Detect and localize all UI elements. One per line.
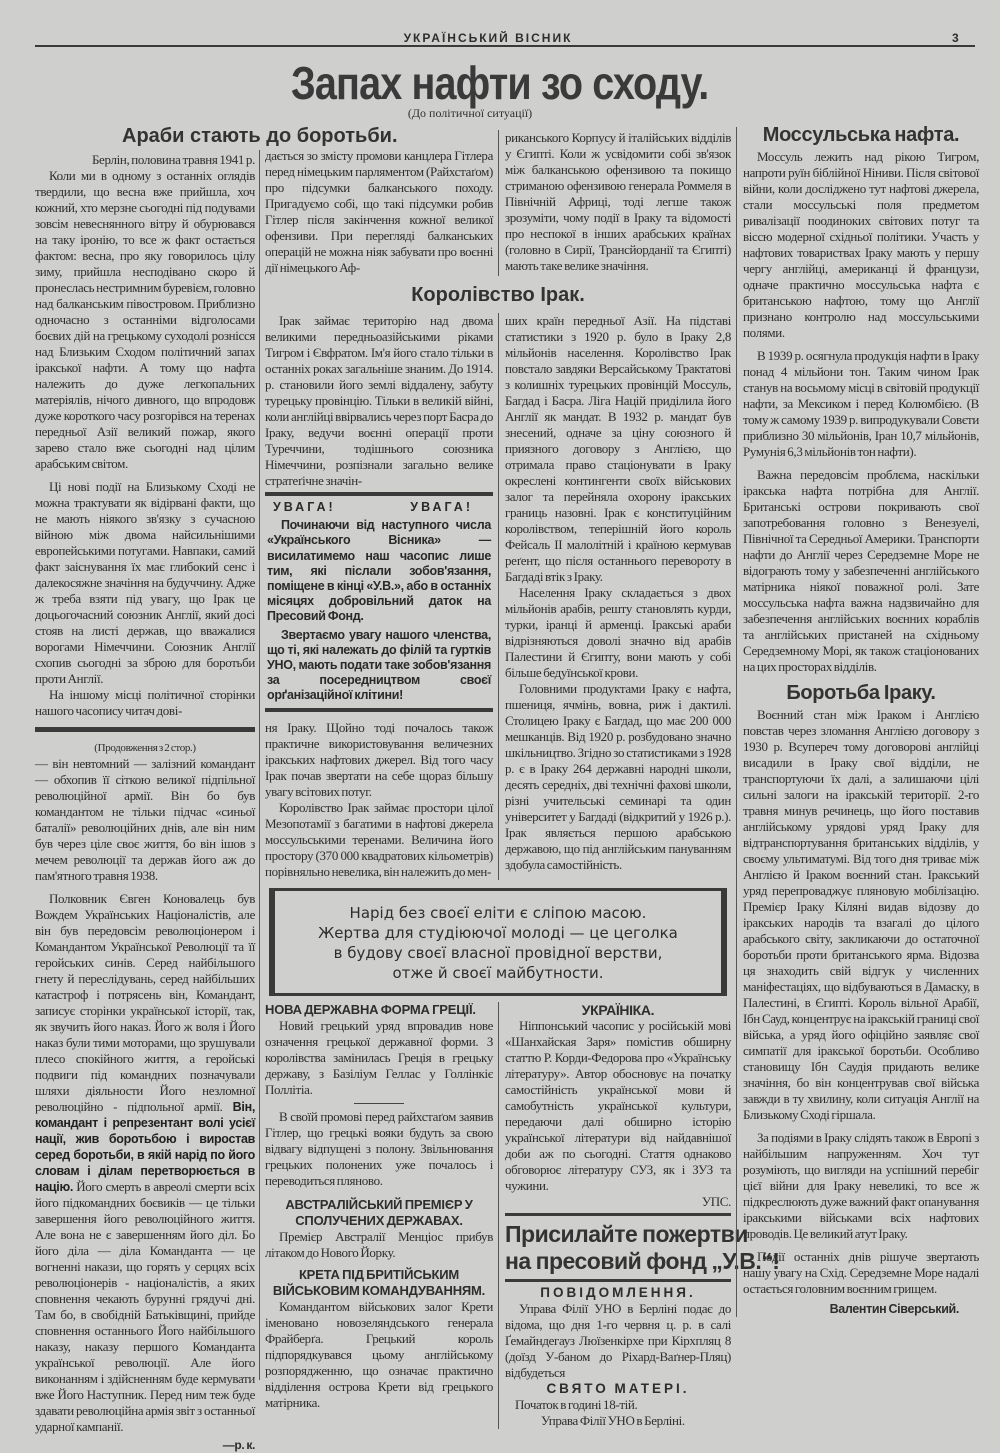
section-rule (35, 727, 255, 732)
notice-paragraph: Починаючи від наступного числа «Українського Вісника» — висилатимемо наш часопис лише тим, які післали зобов'язання, поміщене в кінці «У.В.», або в останніх місяцях добровільний даток на Пресовий Фонд. (267, 518, 491, 624)
quote-box (269, 888, 727, 996)
paragraph: Командантом військових залог Крети іменовано новозеляндського генерала Фрайберґа. Грецький король підпорядкувався цьому англійському розпорядженню, що означає практично відділення острова Крети від грецького матірника. (265, 1298, 493, 1410)
arabs-column-2 (265, 130, 493, 276)
paragraph: Події останніх днів рішуче звертають нашу увагу на Схід. Середземне Море надалі остається головним воєнним грищем. (743, 1249, 979, 1296)
section-rule (505, 1279, 731, 1282)
paragraph: ших країн передньої Азії. На підставі статистики з 1920 р. було в Іраку 2,8 мільйонів населення. Королівство Ірак повстало завдяки Версайському Трактатові з колишніх турецьких провінцій Моссуль, Багдад і Басра. Ліга Націй приділила його Англії як мандат. В 1932 р. мандат був знесений, одначе за ціну союзного й приязного договору з Англією, що отримала право стаціонувати в Іраку окреслені контингенти своїх військових залог та перейняла охорону іракських границь назовні. Ірак є конституційним королівством, теперішній його король Фейсаль II малолітній і країною кермував реґент, що після останнього перевороту в Багдаді втік з Іраку. (505, 313, 731, 584)
bottom-row (265, 1001, 780, 1429)
iraq-kingdom-row (265, 313, 731, 880)
paragraph: дається зо змісту промови канцлера Гітлера перед німецьким парляментом (Райхстаґом) про підсумки балканського походу. Пригадуємо собі, що такі підсумки робив Гітлер після закінчення кожної великої офензиви. При перегляді балканських операцій не можна ніяк забувати про воєнні дії німецького Аф- (265, 148, 493, 275)
paragraph: Королівство Ірак займає простори цілої Мезопотамії з багатими в нафтові джерела моссульськими теренами. Величина його простору (370 000 квадратових кільометрів) порівняльно невелика, він належить до мен- (265, 799, 493, 879)
paragraph: Ірак займає територію над двома великими передньоазійськими ріками Тигром і Євфратом. Ім'я його стало тільки в останніх роках загальніше знаним. До 1914. р. становили його землі віддалену, забуту турецьку провінцію. Тільки в великій війні, коли англійці ввірвались через порт Басра до Іраку, ведучи воєнні операції проти Туреччини, тодішнього союзника Німеччини, розпізнали загально велике стратеґічне значін- (265, 313, 493, 488)
column-divider (259, 150, 260, 1380)
paragraph: В 1939 р. осягнула продукція нафти в Іраку понад 4 мільйони тон. Таким чином Ірак станув на восьмому місці в світовій продукції нафти, за Мексиком і перед Колюмбією. (В тому ж самому 1939 р. випродукували Совєти приблизно 30 мільйонів, Іран 10,7 мільйонів, Румунія 6,3 мільйонів тон нафти). (743, 348, 979, 459)
appeal-line: на пресовий фонд „У.В.“! (505, 1247, 780, 1274)
notice-label-left: УВАГА! (273, 500, 336, 514)
continued-note: (Продовження з 2 стор.) (94, 742, 196, 754)
quote-line: в будову своєї власної провідної верстви, (333, 943, 663, 962)
quote-line: отже й своєї майбутности. (392, 963, 604, 982)
news-briefs-column (265, 1002, 493, 1429)
signature: —р. к. (222, 1438, 255, 1452)
text-run: Полковник Євген Коновалець був Вождем Українських Націоналістів, але він був передовсім революціонером і Командантом Української Революції та її геройських синів. Серед найбільшого гнету й переслідувань, серед найбільших катастроф і потрясень він, Командант, записує сторінки української історії, так, як звучить його наказ. Його ж воля і Його наказ були тими моторами, що зрушували плесо спокійного життя, а геройські подвиги під командних позначували шляхи діяльности Його незломної революційно - підпольної армії. (35, 891, 255, 1114)
announcement-event: СВЯТО МАТЕРІ. (546, 1380, 690, 1396)
paragraph: риканського Корпусу й італійських відділів у Єгипті. Коли ж усвідомити собі зв'язок між балканською офензивою та покищо стриманою офензивою генерала Роммеля в Північній Африці, тоді легше також зрозуміти, чому події в Іраку та відомості про неспокої в інших арабських країнах (головно в Сирії, Трансйорданії та Єгипті) мають таке велике значіння. (505, 130, 731, 273)
iraq-kingdom-column-3 (498, 313, 731, 880)
paragraph: Новий грецький уряд впровадив нове означення грецької державної форми. З королівства замінилась Греція в грецьку державу, з Базіліум Геллас у Голлінкіє Поллітіа. (265, 1017, 493, 1097)
paragraph: Воєнний стан між Іраком і Англією повстав через зломання Англією договору з 1930 р. Всупереч тому договорові англійці висадили в Іраку свої відділи, не транспортуючи їх далі, а залишаючи цілі сильні залоги на іракській території. 2-го травня минув речинець, що його поставив англійському урядові уряд Іраку для відтранспортування британських відділів, у своєму ультиматумі. Від того дня триває між Англією й Іраком воєнний стан. Іракський уряд перепроваджує пляновую мобілізацію. Премієр Іраку Кіляні видав відозву до іракських народів та взагалі до цілого арабського світу, закликаючи до остаточної боротьби проти британського ярма. Відозва ця знаходить свій відгук у численних маніфестаціях, що відбуваються в Дамаску, в Палестині, в Єгипті. Король вільної Арабії, Ібн Сауд, концентрує на іракській границі свої війська, а уряд його офіційно заявляє свої симпатії для іракської боротьби. Особливо становищу Ібн Саудія придають велике значіння, бо він концентрував свої війська завжди в ту хвилину, коли ситуація Англії на Близькому Сході гіршала. (743, 707, 979, 1122)
announcement-time: Початок в годині 18-тій. (515, 1396, 638, 1412)
paragraph: В своїй промові перед райхстаґом заявив Гітлер, що грецькі вояки будуть за свою відвагу відпущені з полону. Звільнювання грецьких полонених уже почалось і переводиться пляново. (265, 1108, 493, 1188)
paragraph: Ці нові події на Близькому Сході не можна трактувати як відірвані факти, що не мають ніякого зв'язку з сучасною війною між двома найсильнішими европейськими потугами. Навпаки, самий факт заіснування їх має глибокий сенс і далекосяжне значіння на будуччину. Адже ж треба взяти під увагу, що Ірак це доцьогочасний союзник Англії, який досі стояв на листі держав, що вважалися ворогами Німеччини. Союзник Англії схопив сьогодні за зброю для боротьби проти Англії. (35, 479, 255, 686)
text-run: Його смерть в авреолі смерти всіх його підкомандних боєвиків — це тільки завершення його революційного життя. Але вона не є завершенням його діл. Бо його діла — діла Команданта — це вогненні накази, що горять у серцях всіх революціонерів - націоналістів, а яких сповнення чекають буруннi грядучі дні. Там бо, в свобідній Батьківщині, прийде сповнення останнього Його найбільшого наказу, наказу першого Команданта української революції. Але його виконанням і здійсненням буде кермувати вже Його Наступник. Перед ним теж буде здавати революційна армія звіт з останньої ударної кампанії. (35, 1179, 255, 1434)
iraq-struggle-heading-row (743, 682, 979, 704)
paragraph: За подіями в Іраку слідять також в Европі з найбільшим напруженням. Хоч тут розуміють, що вигляди на успішний перебіг цієї війни для Іраку невеликі, то все ж підкреслюють дуже важний факт опанування іракськими військами всіх нафтових проводів. Це великий атут Іраку. (743, 1130, 979, 1241)
arabs-continuation-row (265, 130, 731, 276)
page-title: Запах нафти зо сходу. (291, 57, 709, 109)
paragraph: На іншому місці політичної сторінки нашого часопису читач дові- (35, 687, 255, 718)
press-fund-appeal (505, 1220, 780, 1275)
iraq-kingdom-heading-row (265, 284, 731, 307)
section-rule (505, 1213, 731, 1216)
notice-labels (273, 500, 473, 515)
notice-box (265, 496, 493, 708)
notice-rule-bottom (265, 708, 493, 712)
subtitle: (До політичної ситуації) (407, 106, 533, 120)
paragraph (35, 891, 255, 1435)
brief-heading-greece: НОВА ДЕРЖАВНА ФОРМА ГРЕЦІЇ. (265, 1001, 476, 1017)
paragraph: Населення Іраку складається з двох мільйонів арабів, решту становлять курди, турки, іранці й арменці. Іракські араби відрізняються доволі значно від арабів Палестини й Єгипту, вони мають у собі більше бедуїнської крови. (505, 585, 731, 680)
notice-label-right: УВАГА! (410, 500, 473, 514)
column-4 (736, 124, 979, 1317)
middle-region (265, 130, 780, 1429)
paragraph: Ніппонський часопис у російській мові «Шанхайская Заря» помістив обширну статтю Р. Корди-Федорова про «Українську літературу». Автор обосновує на початку самостійність української мови й самобутність української культури, передаючи далі обширно історію української літератури від найдавнішої доби аж по сьогодні. Стаття однаково обговорює літературу СУЗ, як і ЗУЗ та чужини. (505, 1017, 731, 1193)
quote-line: Нарід без своєї еліти є сліпою масою. (349, 903, 647, 922)
brief-heading-ukrainika: УКРАЇНІКА. (581, 1001, 655, 1018)
iraq-kingdom-column-2 (265, 313, 493, 880)
paragraph: ня Іраку. Щойно тоді почалось також практичне використовування величезних іракських нафтових джерел. Від того часу Ірак почав звертати на себе щораз більшу увагу всітових потуг. (265, 719, 493, 799)
mossul-heading-row (743, 124, 979, 146)
title-wrap (0, 56, 1000, 110)
paragraph: Головними продуктами Іраку є нафта, пшениця, ячмінь, вовна, риж і дактилі. Столицею Іраку є Багдад, що має 200 000 мешканців. Від 1920 р. розбудовано значно шкільництво. Згідно зо статистиками з 1928 р. є в Іраку 264 державні народні школи, десять середніх, дві технічні фахові школи, різні учительські семинарі та один університет у Багдаді (відкритий у 1926 р.). Ірак являється першою арабською державою, що під англійським пануванням здобула самостійність. (505, 681, 731, 872)
newspaper-name: УКРАЇНСЬКИЙ ВІСНИК (403, 31, 573, 45)
notice-paragraph: Звертаємо увагу нашого членства, що ті, які належать до філій та гуртків УНО, мають подати таке зобов'язання за посередництвом своєї орґанізаційної клітини! (267, 627, 491, 703)
paragraph: Коли ми в одному з останніх оглядів твердили, що весна вже прийшла, хоч кожний, хто мерзне сьогодні під подувами зовсім невеснянного вітру й обурювався на таку іронію, то все ж факт остається фактом: весна, про яку говорилось цілу зиму, прийшла несподівано скоро й пронеслась нестримним буревієм, головно над балканським півостровом. Приблизно одночасно з останніми відголосами боєвих дій на грецькому суходолі рознісся над Близьким Сходом політичний запах іракської нафти. А тому що нафта належить до дуже легкопальних матеріялів, нічого дивного, що впродовж дуже короткого часу розгорівся на теренах передньої Азії великий пожар, якого зарево стало вже сьогодні над цілим арабським світом. (35, 168, 255, 471)
announcement-signature: Управа Філії УНО в Берліні. (541, 1412, 685, 1428)
paragraph: Управа Філії УНО в Берліні подає до відома, що дня 1-го червня ц. р. в салі Ґемайндегауз Люїзенкірхе при Кірхпляц 8 (доїзд У-баном до Ріхард-Ваґнер-Пляц) відбудеться (505, 1300, 731, 1380)
article-heading-arabs: Араби стають до боротьби. (122, 125, 398, 147)
signature: УПС. (701, 1193, 731, 1209)
article-heading-iraq-struggle: Боротьба Іраку. (786, 682, 936, 704)
ukrainika-column (498, 1001, 780, 1429)
column-1 (35, 152, 255, 1453)
brief-heading-australia: АВСТРАЛІЙСЬКИЙ ПРЕМІЄР У СПОЛУЧЕНИХ ДЕРЖАВАХ. (285, 1196, 473, 1228)
paragraph: Моссуль лежить над рікою Тигром, напроти руїн біблійної Ніниви. Після світової війни, коли досліджено тут нафтові джерела, стали моссульські поля предметом ривалізації поодиноких світових потуг та віссю модерної східньої політики. Участь у нафтових товариствах Іраку мають у першу чергу англійці, американці й французи, одначе практично моссульська нафта є британською нафтою, тому що Англії признано контролю над моссульськими полями. (743, 149, 979, 340)
article-heading-iraq-kingdom: Королівство Ірак. (411, 284, 585, 306)
brief-heading-crete: КРЕТА ПІД БРИТІЙСЬКИМ ВІЙСЬКОВИМ КОМАНДУВАННЯМ. (272, 1266, 486, 1298)
appeal-line: Присилайте пожертви (505, 1220, 748, 1247)
signature: Валентин Сіверський. (829, 1302, 959, 1316)
divider (354, 1103, 404, 1104)
bold-text-run: Він, командант і репрезентант волі усієї нації, жив боротьбою і виростав серед боротьби, в якій нарід по його словам і ділам перетворюється в націю. (35, 1100, 255, 1194)
paragraph: — він невтомний — залізний командант — обхопив її сіткою великої підпільної революційної армії. Він бо був командантом не тільки підчас «синьої баталії» революційних днів, але він ним був через ціле своє життя, бо він ішов з мечем революції та держав його аж до пам'ятного травня 1938. (35, 756, 255, 883)
announcement-heading: ПОВІДОМЛЕННЯ. (540, 1284, 696, 1300)
header-rule (35, 45, 975, 47)
page-number: 3 (952, 31, 961, 45)
arabs-column-3 (498, 130, 731, 276)
paragraph: Премієр Австралії Менціос прибув літаком до Нового Йорку. (265, 1228, 493, 1260)
paragraph: Важна передовсім проблєма, наскільки іракська нафта потрібна для Англії. Британські острови покривають свої запотребовання головно з Венезуелі, Північної та Середньої Америки. Транспорти нафти до Англії через Середземне Море не відограють тому у забезпеченні англійського матірника ніякої поважної ролі. Зате моссульська нафта важна надзвичайно для забезпечення англійських воєнних кораблів та англійських пристаней на східньому Середземному Морі, як також стаціонованих на цих просторах відділів. (743, 467, 979, 674)
quote-line: Жертва для студіюючої молоді — це цеголка (318, 923, 678, 942)
article-heading-mossul: Моссульська нафта. (762, 124, 960, 146)
dateline: Берлін, половина травня 1941 р. (91, 152, 255, 167)
